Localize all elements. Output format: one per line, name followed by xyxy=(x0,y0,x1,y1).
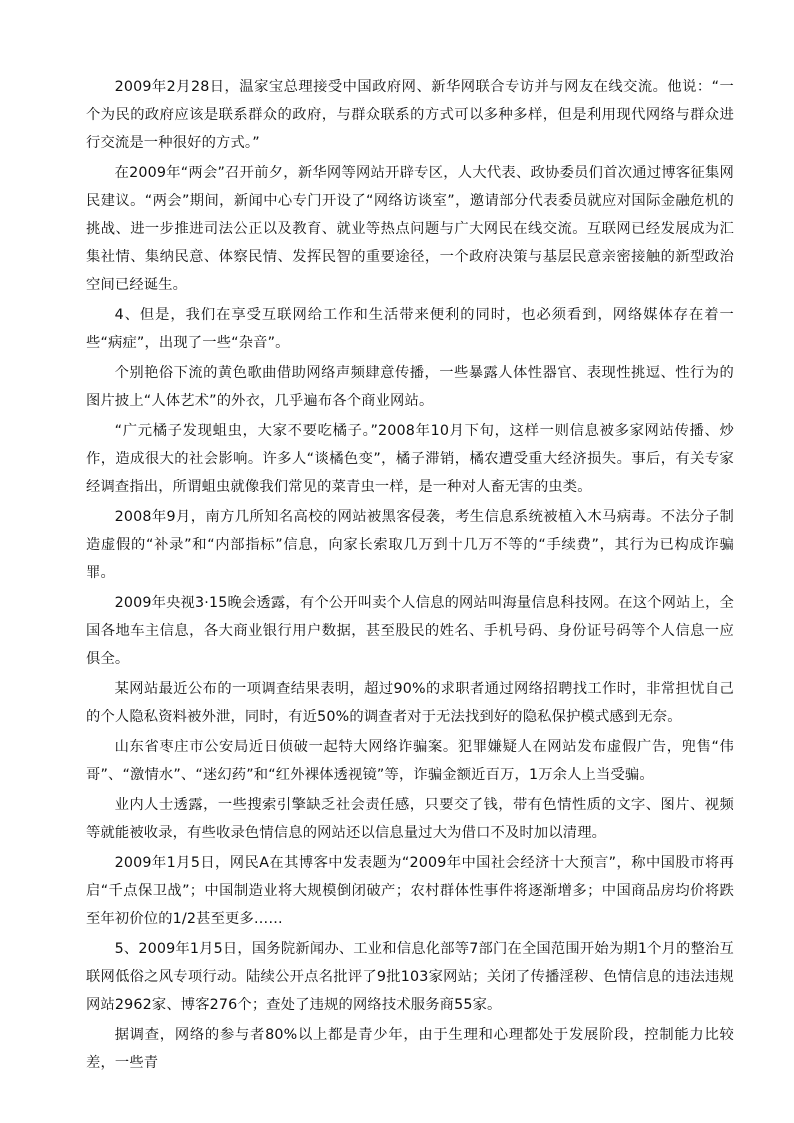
paragraph-point-4: 4、但是，我们在享受互联网给工作和生活带来便利的同时，也必须看到，网络媒体存在着一些“病症”，出现了一些“杂音”。 xyxy=(86,307,734,351)
paragraph-netizen-predictions: 2009年1月5日，网民A在其博客中发表题为“2009年中国社会经济十大预言”，称中国股市将再启“千点保卫战”；中国制造业将大规模倒闭破产；农村群体性事件将逐渐增多；中国商品房均价将跌至年初价位的1/2甚至更多…… xyxy=(86,855,734,927)
paragraph-wen-jiabao-interview: 2009年2月28日，温家宝总理接受中国政府网、新华网联合专访并与网友在线交流。他说：“一个为民的政府应该是联系群众的政府，与群众联系的方式可以多种多样，但是利用现代网络与群众进行交流是一种很好的方式。” xyxy=(86,79,734,151)
document-page xyxy=(86,73,734,1079)
paragraph-two-sessions: 在2009年“两会”召开前夕，新华网等网站开辟专区，人大代表、政协委员们首次通过博客征集网民建议。“两会”期间，新闻中心专门开设了“网络访谈室”，邀请部分代表委员就应对国际金融危机的挑战、进一步推进司法公正以及教育、就业等热点问题与广大网民在线交流。互联网已经发展成为汇集社情、集纳民意、体察民情、发挥民智的重要途径，一个政府决策与基层民意亲密接触的新型政治空间已经诞生。 xyxy=(86,165,734,293)
paragraph-zaozhuang-fraud: 山东省枣庄市公安局近日侦破一起特大网络诈骗案。犯罪嫌疑人在网站发布虚假广告，兜售“伟哥”、“激情水”、“迷幻药”和“红外裸体透视镜”等，诈骗金额近百万，1万余人上当受骗。 xyxy=(86,739,734,783)
paragraph-guangyuan-oranges: “广元橘子发现蛆虫，大家不要吃橘子。”2008年10月下旬，这样一则信息被多家网站传播、炒作，造成很大的社会影响。许多人“谈橘色变”，橘子滞销，橘农遭受重大经济损失。事后，有关专家经调查指出，所谓蛆虫就像我们常见的菜青虫一样，是一种对人畜无害的虫类。 xyxy=(86,423,734,495)
paragraph-university-hacking: 2008年9月，南方几所知名高校的网站被黑客侵袭，考生信息系统被植入木马病毒。不法分子制造虚假的“补录”和“内部指标”信息，向家长索取几万到十几万不等的“手续费”，其行为已构成诈骗罪。 xyxy=(86,509,734,581)
paragraph-youth-survey: 据调查，网络的参与者80%以上都是青少年，由于生理和心理都处于发展阶段，控制能力比较差，一些青 xyxy=(86,1027,734,1071)
paragraph-search-engines: 业内人士透露，一些搜索引擎缺乏社会责任感，只要交了钱，带有色情性质的文字、图片、视频等就能被收录，有些收录色情信息的网站还以信息量过大为借口不及时加以清理。 xyxy=(86,797,734,841)
paragraph-point-5-campaign: 5、2009年1月5日，国务院新闻办、工业和信息化部等7部门在全国范围开始为期1个月的整治互联网低俗之风专项行动。陆续公开点名批评了9批103家网站；关闭了传播淫秽、色情信息的违法违规网站2962家、博客276个；查处了违规的网络技术服务商55家。 xyxy=(86,941,734,1013)
paragraph-vulgar-songs: 个别艳俗下流的黄色歌曲借助网络声频肆意传播，一些暴露人体性器官、表现性挑逗、性行为的图片披上“人体艺术”的外衣，几乎遍布各个商业网站。 xyxy=(86,365,734,409)
paragraph-cctv-315: 2009年央视3·15晚会透露，有个公开叫卖个人信息的网站叫海量信息科技网。在这个网站上，全国各地车主信息，各大商业银行用户数据，甚至股民的姓名、手机号码、身份证号码等个人信息一应俱全。 xyxy=(86,595,734,667)
paragraph-privacy-survey: 某网站最近公布的一项调查结果表明，超过90%的求职者通过网络招聘找工作时，非常担忧自己的个人隐私资料被外泄，同时，有近50%的调查者对于无法找到好的隐私保护模式感到无奈。 xyxy=(86,681,734,725)
